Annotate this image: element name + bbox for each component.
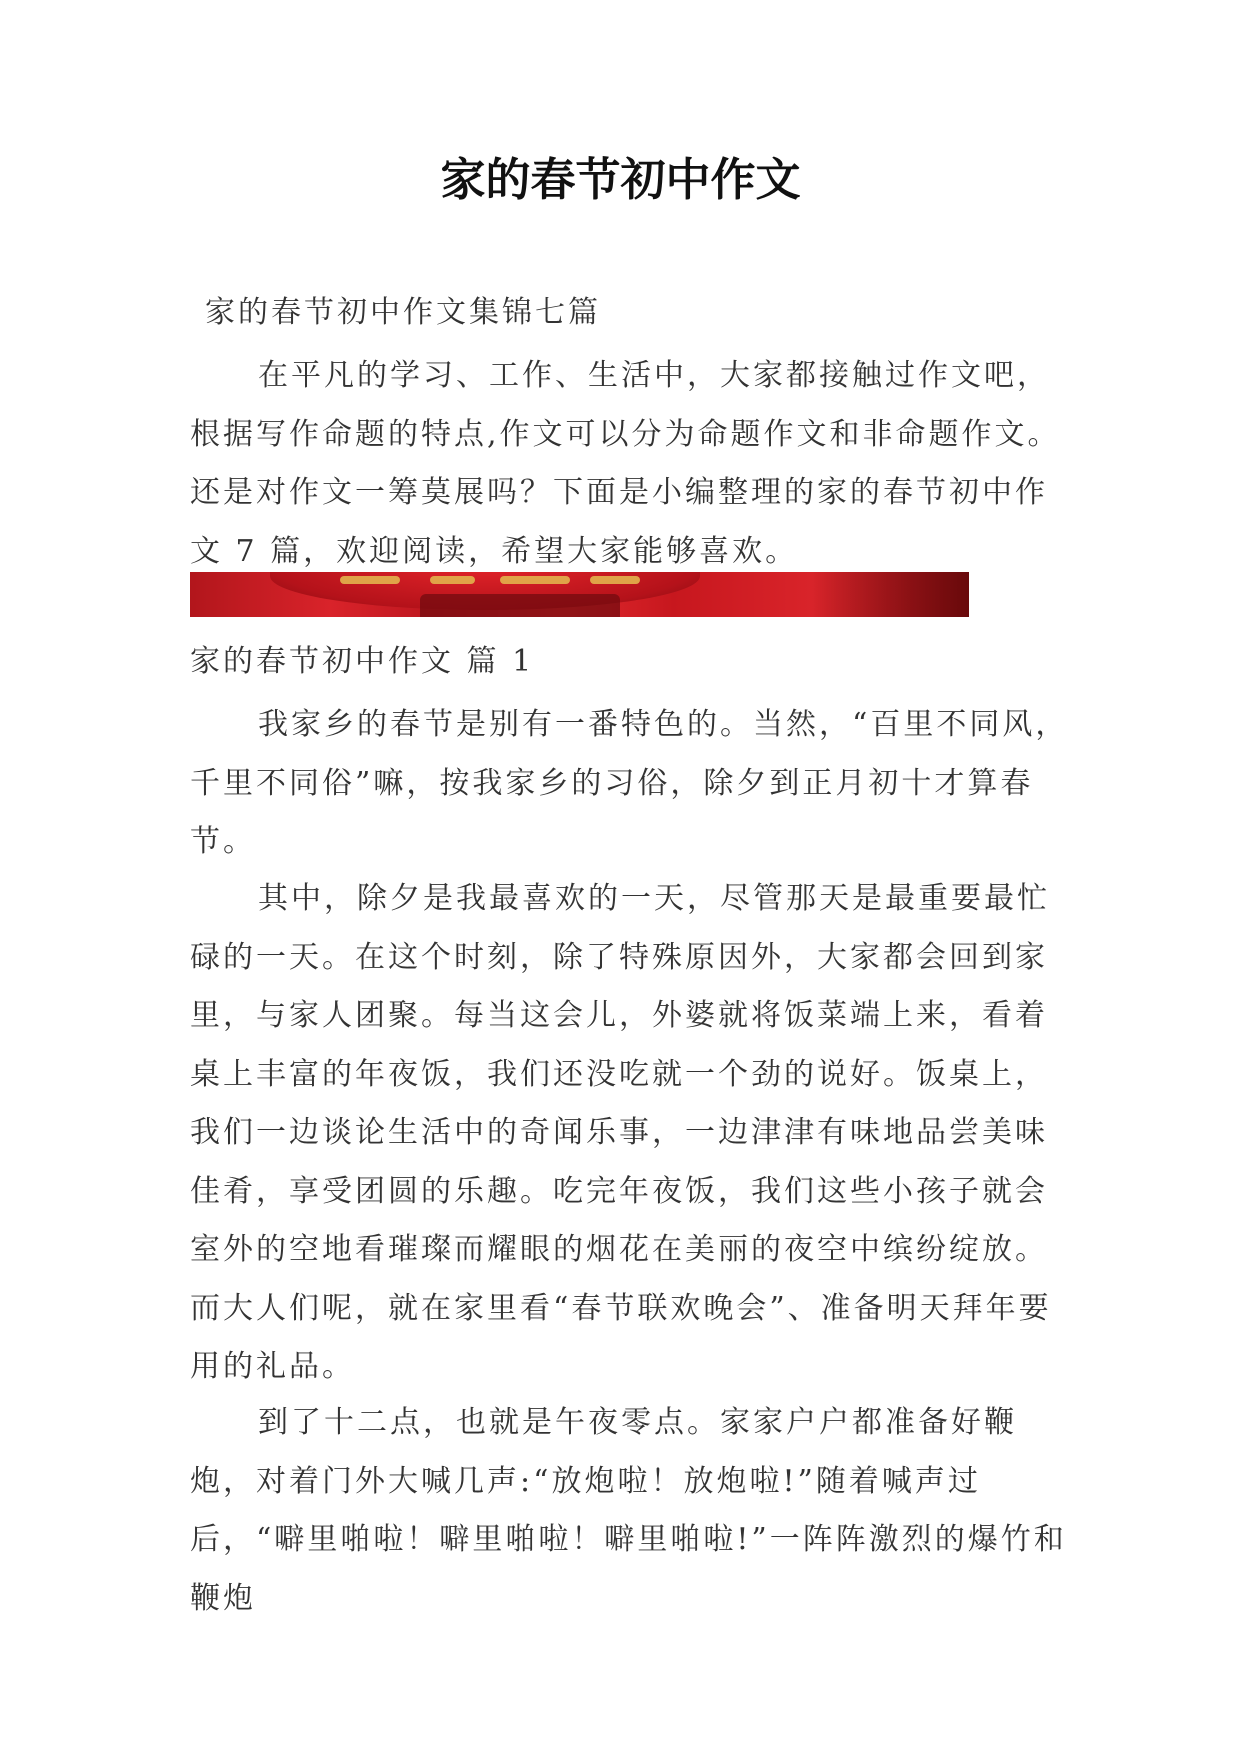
- body-paragraph: 其中，除夕是我最喜欢的一天，尽管那天是最重要最忙碌的一天。在这个时刻，除了特殊原因外，大家都会回到家里，与家人团聚。每当这会儿，外婆就将饭菜端上来，看着桌上丰富的年夜饭，我们还没吃就一个劲的说好。饭桌上，我们一边谈论生活中的奇闻乐事，一边津津有味地品尝美味佳肴，享受团圆的乐趣。吃完年夜饭，我们这些小孩子就会室外的空地看璀璨而耀眼的烟花在美丽的夜空中缤纷绽放。而大人们呢，就在家里看“春节联欢晚会”、准备明天拜年要用的礼品。: [190, 881, 1052, 1384]
- body-paragraph: 我家乡的春节是别有一番特色的。当然，“百里不同风，千里不同俗”嘛，按我家乡的习俗，除夕到正月初十才算春节。: [190, 707, 1069, 859]
- gold-ornament: [590, 576, 640, 584]
- gold-ornament: [340, 576, 400, 584]
- gold-ornament: [500, 576, 570, 584]
- gold-ornament: [430, 576, 475, 584]
- red-lantern-banner-icon: [190, 572, 969, 617]
- banner-vignette: [809, 572, 969, 617]
- lantern-shadow: [420, 594, 620, 617]
- section-heading: 家的春节初中作文 篇 1: [190, 644, 535, 679]
- document-subtitle: 家的春节初中作文集锦七篇: [205, 295, 601, 330]
- body-paragraph: 到了十二点，也就是午夜零点。家家户户都准备好鞭炮，对着门外大喊几声:“放炮啦！放炮啦!”随着喊声过后，“噼里啪啦！噼里啪啦！噼里啪啦!”一阵阵激烈的爆竹和鞭炮: [190, 1405, 1067, 1616]
- intro-paragraph: 在平凡的学习、工作、生活中，大家都接触过作文吧，根据写作命题的特点,作文可以分为命题作文和非命题作文。还是对作文一筹莫展吗？下面是小编整理的家的春节初中作文 7 篇，欢迎阅读，希望大家能够喜欢。: [190, 358, 1061, 569]
- document-title: 家的春节初中作文: [440, 153, 801, 206]
